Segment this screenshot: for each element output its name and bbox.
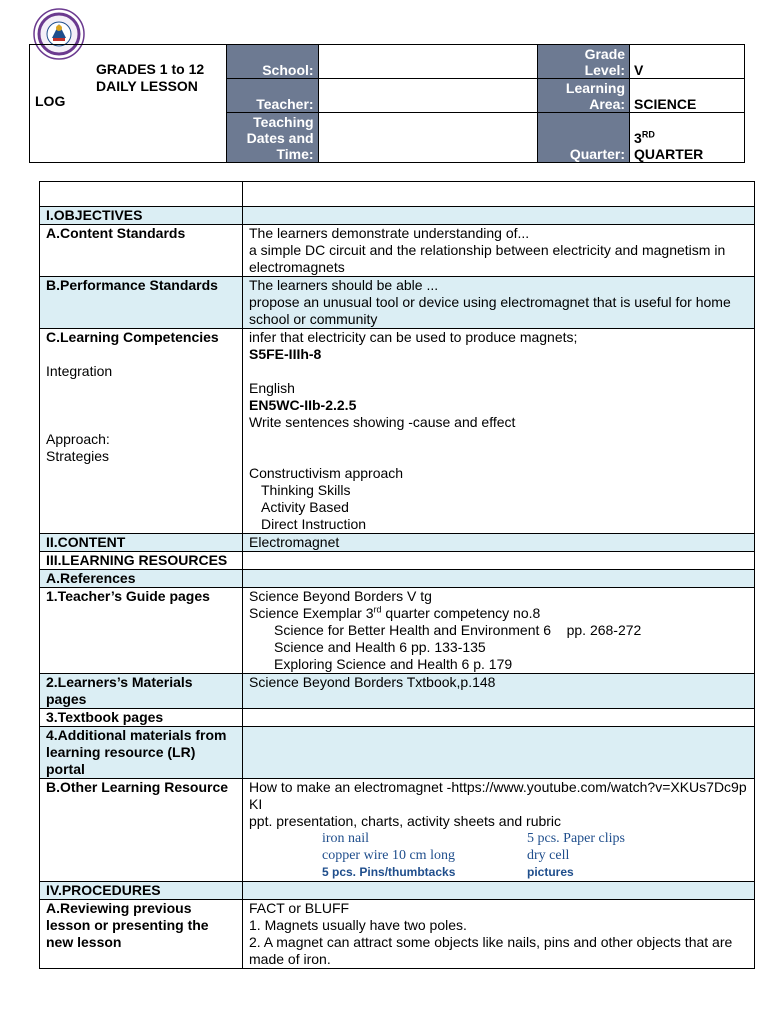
table-row [40, 534, 755, 552]
table-row [40, 727, 755, 779]
teaching-dates-field[interactable] [318, 113, 538, 163]
grade-level-label: Grade Level: [538, 45, 630, 79]
procedures-heading: IV.PROCEDURES [40, 882, 243, 900]
strategies-label: Strategies [46, 448, 110, 464]
objectives-heading: I.OBJECTIVES [40, 207, 243, 225]
references-heading: A.References [40, 570, 243, 588]
learning-resources-heading: III.LEARNING RESOURCES [40, 552, 243, 570]
performance-standards-label: B.Performance Standards [40, 277, 243, 329]
learning-competencies-label: C.Learning Competencies [46, 329, 219, 345]
school-field[interactable] [318, 45, 538, 79]
approach-label: Approach: [46, 431, 110, 447]
table-row: 2.Learners’s Materials pages Science Beyond Borders Txtbook,p.148 [40, 674, 755, 709]
content-value: Electromagnet [243, 534, 755, 552]
learning-area-value: SCIENCE [630, 79, 745, 113]
reviewing-lesson-label: A.Reviewing previous lesson or presenting the new lesson [40, 900, 243, 969]
additional-materials-label: 4.Additional materials from learning resource (LR) portal [40, 727, 243, 779]
quarter-label: Quarter: [538, 113, 630, 163]
competency-code: S5FE-IIIh-8 [249, 346, 322, 362]
textbook-pages-label: 3.Textbook pages [40, 709, 243, 727]
lesson-log-header [29, 44, 745, 163]
table-row [40, 570, 755, 588]
document-title: GRADES 1 to 12 DAILY LESSON LOG [30, 45, 227, 163]
learning-area-label: Learning Area: [538, 79, 630, 113]
grade-level-value: V [630, 45, 745, 79]
table-row [40, 207, 755, 225]
table-row: B.Other Learning Resource How to make an electromagnet -https://www.youtube.com/watch?v=XKUs7Dc9pKI ppt. presentation, charts, activity sheets and rubric iron nail 5 pcs. Paper clips copper wire 10 cm long dry cell 5 pcs. Pins/thumbtacks pictures [40, 779, 755, 882]
integration-code: EN5WC-IIb-2.2.5 [249, 397, 357, 413]
teaching-dates-label: Teaching Dates and Time: [226, 113, 318, 163]
learners-materials-label: 2.Learners’s Materials pages [40, 674, 243, 709]
table-row: A.Content Standards The learners demonstrate understanding of... a simple DC circuit and the relationship between electricity and magnetism in electromagnets [40, 225, 755, 277]
table-row [40, 552, 755, 570]
teacher-label: Teacher: [226, 79, 318, 113]
table-row: A.Reviewing previous lesson or presenting the new lesson FACT or BLUFF 1. Magnets usually have two poles. 2. A magnet can attract some objects like nails, pins and other objects that are made of iron. [40, 900, 755, 969]
table-row: C.Learning Competencies Integration Approach: Strategies infer that electricity can be used to produce magnets; S5FE-IIIh-8 English EN5WC-IIb-2.2.5 Write sentences showing -cause and effect Constructivism approach Thinking Skills Activity Based Direct Instruction [40, 329, 755, 534]
content-heading: II.CONTENT [40, 534, 243, 552]
lesson-plan-table [39, 181, 755, 969]
quarter-value: 3RD QUARTER [630, 113, 745, 163]
table-row [40, 709, 755, 727]
table-row [40, 882, 755, 900]
teacher-field[interactable] [318, 79, 538, 113]
integration-label: Integration [46, 363, 113, 379]
school-label: School: [226, 45, 318, 79]
content-standards-label: A.Content Standards [40, 225, 243, 277]
table-row [40, 182, 755, 207]
other-learning-resource-label: B.Other Learning Resource [40, 779, 243, 882]
teachers-guide-label: 1.Teacher’s Guide pages [40, 588, 243, 674]
table-row: 1.Teacher’s Guide pages Science Beyond Borders V tg Science Exemplar 3rd quarter competency no.8 Science for Better Health and Environment 6 pp. 268-272 Science and Health 6 pp. 133-135 Exploring Science and Health 6 p. 179 [40, 588, 755, 674]
youtube-link[interactable]: How to make an electromagnet -https://www.youtube.com/watch?v=XKUs7Dc9pKI [249, 779, 747, 812]
table-row: B.Performance Standards The learners should be able ... propose an unusual tool or device using electromagnet that is useful for home school or community [40, 277, 755, 329]
